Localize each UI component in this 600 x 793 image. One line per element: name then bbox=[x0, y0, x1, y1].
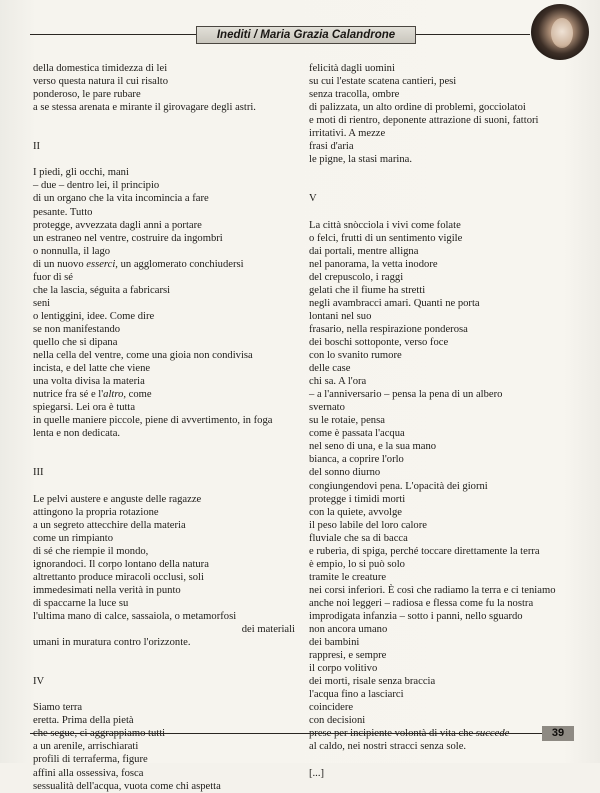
poem-line: del sonno diurno bbox=[309, 467, 381, 479]
poem-line bbox=[309, 179, 579, 192]
poem-line: il corpo volitivo bbox=[309, 663, 378, 675]
poem-line: La città snòcciola i vivi come folate bbox=[309, 219, 461, 231]
poem-line: ponderoso, le pare rubare bbox=[33, 89, 141, 101]
poem-line: fuor di sé bbox=[33, 271, 74, 283]
poem-line: lenta e non dedicata. bbox=[33, 428, 121, 440]
poem-line: o nonnulla, il lago bbox=[33, 245, 111, 257]
poem-line: rappresi, e sempre bbox=[309, 650, 387, 662]
poem-line: frasario, nella respirazione ponderosa bbox=[309, 323, 468, 335]
poem-line: a se stessa arenata e mirante il girovagare degli astri. bbox=[33, 102, 256, 114]
poem-line: del crepuscolo, i raggi bbox=[309, 271, 404, 283]
poem-line: coincidere bbox=[309, 702, 354, 714]
poem-line: tramite le creature bbox=[309, 571, 387, 583]
poem-line: nel panorama, la vetta inodore bbox=[309, 258, 438, 270]
poem-line: nella cella del ventre, come una gioia non condivisa bbox=[33, 350, 253, 362]
poem-line: III bbox=[33, 467, 44, 479]
poem-line bbox=[33, 688, 295, 701]
header-title: Inediti / Maria Grazia Calandrone bbox=[196, 26, 416, 44]
poem-line: sessualità dell'acqua, vuota come chi aspetta bbox=[33, 780, 221, 792]
poem-line: a un segreto attecchire della materia bbox=[33, 519, 186, 531]
poem-line: su cui l'estate scatena cantieri, pesi bbox=[309, 76, 457, 88]
page-number: 39 bbox=[542, 726, 574, 741]
poem-line: come è passata l'acqua bbox=[309, 428, 405, 440]
poem-line: non ancora umano bbox=[309, 624, 388, 636]
poem-line bbox=[33, 127, 295, 140]
poem-line: chi sa. A l'ora bbox=[309, 376, 367, 388]
poem-line: negli avambracci amari. Quanti ne porta bbox=[309, 297, 480, 309]
footer-rule bbox=[30, 733, 542, 734]
poem-line bbox=[33, 453, 295, 466]
poem-line bbox=[33, 153, 295, 166]
poem-line: fluviale che sa di bacca bbox=[309, 532, 408, 544]
poem-line: con la quiete, avvolge bbox=[309, 506, 402, 518]
poem-line: irritativi. A mezze bbox=[309, 128, 386, 140]
poem-line: bianca, a coprire l'orlo bbox=[309, 454, 404, 466]
poem-line bbox=[33, 114, 295, 127]
poem-line: l'ultima mano di calce, sassaiola, o metamorfosi bbox=[33, 610, 237, 622]
poem-line bbox=[309, 753, 579, 766]
poem-line: – a l'anniversario – pensa la pena di un albero bbox=[309, 389, 503, 401]
poem-line: felicità dagli uomini bbox=[309, 63, 395, 74]
poem-line: II bbox=[33, 141, 41, 153]
poem-line: con decisioni bbox=[309, 715, 366, 727]
poem-line: immedesimati nella verità in punto bbox=[33, 584, 181, 596]
poem-line bbox=[33, 649, 295, 662]
poem-line: affini alla ossessiva, fosca bbox=[33, 767, 144, 779]
poem-line: dei materiali bbox=[241, 624, 295, 636]
poem-line: di spaccarne la luce su bbox=[33, 597, 129, 609]
poem-line: V bbox=[309, 193, 317, 205]
poem-column-left bbox=[33, 62, 295, 793]
poem-line: improdigata infanzia – sotto i panni, nello sguardo bbox=[309, 610, 523, 622]
poem-line: di palizzata, un alto ordine di problemi, gocciolatoi bbox=[309, 102, 526, 114]
poem-line: o lentiggini, idee. Come dire bbox=[33, 310, 155, 322]
poem-line: protegge, avvezzata dagli anni a portare bbox=[33, 219, 202, 231]
poem-line: dei boschi sottoponte, verso foce bbox=[309, 336, 449, 348]
poem-line: attingono la propria rotazione bbox=[33, 506, 159, 518]
poem-line: quello che si dipana bbox=[33, 336, 118, 348]
poem-line: spiegarsi. Lei ora è tutta bbox=[33, 402, 136, 414]
poem-line bbox=[33, 662, 295, 675]
poem-line: di sé che riempie il mondo, bbox=[33, 545, 149, 557]
poem-line bbox=[309, 166, 579, 179]
poem-line: è empio, lo si può solo bbox=[309, 558, 405, 570]
poem-line: frasi d'aria bbox=[309, 141, 354, 153]
poem-line: protegge i timidi morti bbox=[309, 493, 406, 505]
poem-line: che la lascia, séguita a fabricarsi bbox=[33, 284, 171, 296]
poem-line: profili di terraferma, figure bbox=[33, 754, 148, 766]
poem-line: al caldo, nei nostri stracci senza sole. bbox=[309, 741, 467, 753]
poem-line: che segue, ci aggrappiamo tutti bbox=[33, 728, 166, 740]
poem-line: nei corsi inferiori. È così che radiamo la terra e ci teniamo bbox=[309, 584, 556, 596]
poem-line: l'acqua fino a lasciarci bbox=[309, 689, 404, 701]
poem-line: umani in muratura contro l'orizzonte. bbox=[33, 637, 191, 649]
poem-line: di un nuovo esserci, un agglomerato conchiudersi bbox=[33, 258, 244, 270]
poem-line: gelati che il fiume ha stretti bbox=[309, 284, 426, 296]
poem-line: svernato bbox=[309, 402, 345, 414]
poem-line: I piedi, gli occhi, mani bbox=[33, 167, 129, 179]
poem-line bbox=[33, 480, 295, 493]
poem-line: Le pelvi austere e anguste delle ragazze bbox=[33, 493, 202, 505]
poem-line: un estraneo nel ventre, costruire da ingombri bbox=[33, 232, 223, 244]
poem-line: eretta. Prima della pietà bbox=[33, 715, 134, 727]
poem-line: della domestica timidezza di lei bbox=[33, 63, 168, 74]
poem-line: – due – dentro lei, il principio bbox=[33, 180, 160, 192]
poem-line: nel seno di una, e la sua mano bbox=[309, 441, 437, 453]
poem-line: delle case bbox=[309, 363, 351, 375]
poem-line: con lo svanito rumore bbox=[309, 350, 402, 362]
poem-line: Siamo terra bbox=[33, 702, 83, 714]
poem-line: se non manifestando bbox=[33, 323, 121, 335]
poem-line: altrettanto produce miracoli occlusi, soli bbox=[33, 571, 204, 583]
poem-line: come un rimpianto bbox=[33, 532, 114, 544]
poem-line: seni bbox=[33, 297, 51, 309]
author-portrait bbox=[531, 4, 589, 60]
poem-line bbox=[33, 440, 295, 453]
poem-line: lontani nel suo bbox=[309, 310, 372, 322]
poem-line: anche noi leggeri – radiosa e flessa come fu la nostra bbox=[309, 597, 534, 609]
poem-line: le pigne, la stasi marina. bbox=[309, 154, 412, 166]
poem-line: ignorandoci. Il corpo lontano della natura bbox=[33, 558, 209, 570]
poem-column-right bbox=[309, 62, 579, 780]
poem-line: a un arenile, arrischiarati bbox=[33, 741, 139, 753]
poem-line: o felci, frutti di un sentimento vigile bbox=[309, 232, 463, 244]
poem-line: il peso labile del loro calore bbox=[309, 519, 427, 531]
poem-line: dei bambini bbox=[309, 637, 360, 649]
poem-line: in quelle maniere piccole, piene di avvertimento, in foga bbox=[33, 415, 273, 427]
poem-line: una volta divisa la materia bbox=[33, 376, 145, 388]
poem-line: incista, e del latte che viene bbox=[33, 363, 151, 375]
poem-line: dei morti, risale senza braccia bbox=[309, 676, 436, 688]
poem-line: di un organo che la vita incomincia a fare bbox=[33, 193, 209, 205]
poem-line bbox=[309, 206, 579, 219]
poem-line: IV bbox=[33, 676, 45, 688]
poem-line: nutrice fra sé e l'altro, come bbox=[33, 389, 152, 401]
poem-line: su le rotaie, pensa bbox=[309, 415, 385, 427]
poem-line: e ruberìa, di spiga, perché toccare direttamente la terra bbox=[309, 545, 540, 557]
poem-line: verso questa natura il cui risalto bbox=[33, 76, 169, 88]
poem-line: [...] bbox=[309, 767, 325, 779]
poem-line: prese per incipiente volontà di vita che succede bbox=[309, 728, 510, 740]
poem-line: dai portali, mentre alligna bbox=[309, 245, 419, 257]
poem-line: congiungendovi pena. L'opacità dei giorni bbox=[309, 480, 488, 492]
poem-line: pesante. Tutto bbox=[33, 206, 93, 218]
poem-line: senza tracolla, ombre bbox=[309, 89, 400, 101]
poem-line: e moti di rientro, deponente attrazione di suoni, fattori bbox=[309, 115, 539, 127]
